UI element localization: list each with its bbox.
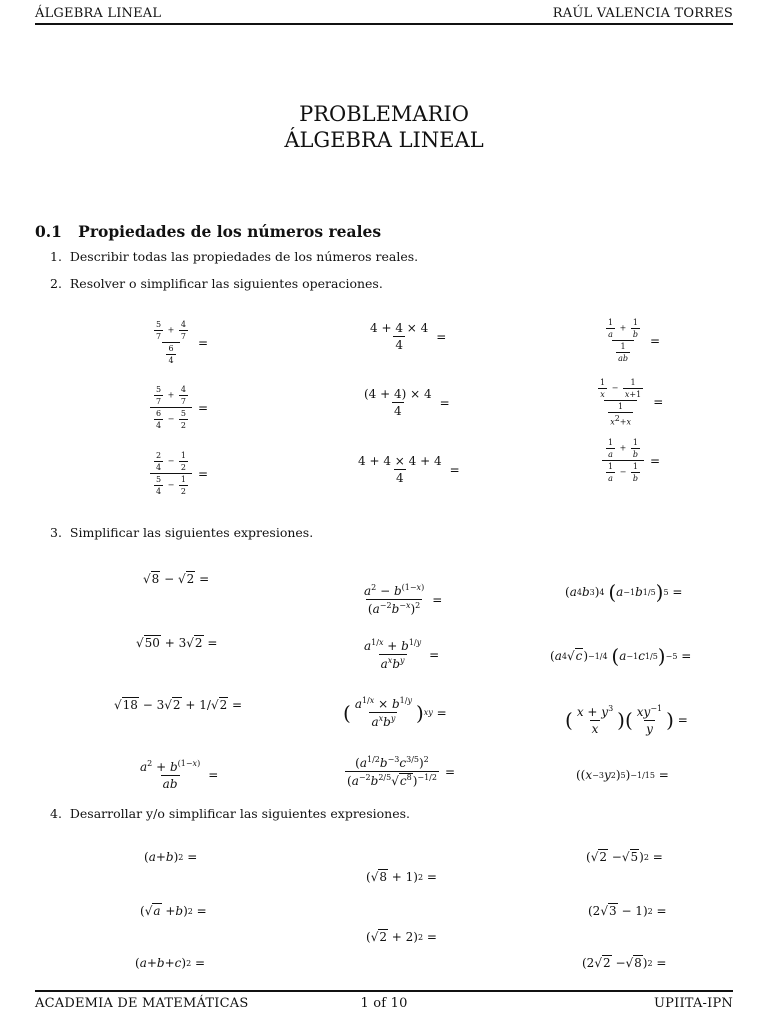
math-expression: √8 − √2 = (143, 572, 210, 586)
list-item: 1. Describir todas las propiedades de los números reales. (50, 249, 419, 264)
section-title: Propiedades de los números reales (78, 222, 382, 241)
header-rule (35, 23, 733, 25)
math-expression: $\frac{4 + 4 \times 4 + 4}{4}$ = (358, 454, 460, 485)
math-expression: $a^{1/x} + b^{1/y}$ $a^xb^y$ = (364, 638, 440, 671)
running-header-right: RAÚL VALENCIA TORRES (552, 6, 733, 21)
math-expression: ( √2 + 2) 2 = (366, 930, 437, 944)
math-expression: ( √2 − √5 ) 2 = (586, 850, 663, 864)
math-expression: (( x −3 y 2 ) 5 ) −1/15 = (576, 768, 669, 782)
footer-rule (35, 990, 733, 992)
math-expression: $\frac{5}{7}$ + $\frac{4}{7}$ $\frac{6}{4}$ − $\frac{5}{2}$ = (148, 385, 208, 430)
math-expression: $\frac{4 + 4 \times 4}{4}$ = (370, 321, 447, 352)
footer-left: ACADEMIA DE MATEMÁTICAS (35, 996, 249, 1011)
math-expression: $\frac{1}{a}$ + $\frac{1}{b}$ $\frac{1}{ab}$ = (608, 318, 661, 363)
math-expression: ( √8 + 1) 2 = (366, 870, 437, 884)
math-expression: $\frac{2}{4}$ − $\frac{1}{2}$ $\frac{5}{4}$ − $\frac{1}{2}$ = (148, 451, 208, 496)
list-item: 4. Desarrollar y/o simplificar las siguientes expresiones. (50, 806, 410, 821)
list-item: 3. Simplificar las siguientes expresiones. (50, 525, 314, 540)
list-item: 2. Resolver o simplificar las siguientes operaciones. (50, 276, 383, 291)
math-expression: $\frac{(4 + 4) \times 4}{4}$ = (364, 387, 450, 418)
math-expression: √50 + 3 √2 = (136, 636, 218, 650)
math-expression: $\frac{a^2 + b^{(1-x)}}{ab}$ = (140, 759, 219, 791)
math-expression: ( a 4 √c ) −1/4 ( a −1 c 1/5 ) −5 = (550, 644, 692, 668)
math-expression: (2 √2 − √8 ) 2 = (582, 956, 667, 970)
math-expression: ( a + b ) 2 = (144, 850, 198, 864)
math-expression: ( √a + b ) 2 = (140, 904, 207, 918)
footer-right: UPIITA-IPN (654, 996, 733, 1011)
math-expression: $\frac{(a^{1/2}b^{-3}c^{3/5})^2}{(a^{-2}b^{2/5}√c^8)^{-1/2}}$ = (347, 755, 456, 788)
section-heading (35, 222, 381, 241)
math-expression: (2 √3 − 1) 2 = (588, 904, 667, 918)
title-line-2: ÁLGEBRA LINEAL (284, 128, 484, 153)
math-expression: $\frac{1}{a}$ + $\frac{1}{b}$ $\frac{1}{a}$ − $\frac{1}{b}$ = (600, 438, 660, 483)
math-expression: $\frac{1}{x}$ − $\frac{1}{x+1}$ $\frac{1}{x^2+x}$ = (600, 378, 664, 427)
page-number: 1 of 10 (360, 996, 408, 1011)
math-expression: √18 − 3 √2 + 1/ √2 = (114, 698, 243, 712)
math-expression: ( a + b + c ) 2 = (135, 956, 206, 970)
math-expression: $\frac{a^2 - b^{(1-x)}}{(a^{-2}b^{-x})^2}$ = (364, 583, 443, 616)
running-header-left: ÁLGEBRA LINEAL (35, 6, 162, 21)
section-number: 0.1 (35, 222, 62, 241)
title-line-1: PROBLEMARIO (299, 102, 469, 126)
math-expression: ( $a^{1/x} \times b^{1/y}$ $a^xb^y$ ) xy = (343, 696, 447, 729)
document-title (0, 101, 768, 154)
math-expression: $\frac{5}{7}$ + $\frac{4}{7}$ $\frac{6}{4}$ = (156, 320, 209, 365)
math-expression: ( $x + y^3$ x ) ( $xy^{-1}$ y ) = (565, 704, 688, 736)
math-expression: ( a 4 b 3 ) 4 ( a −1 b 1/5 ) 5 = (565, 580, 683, 604)
